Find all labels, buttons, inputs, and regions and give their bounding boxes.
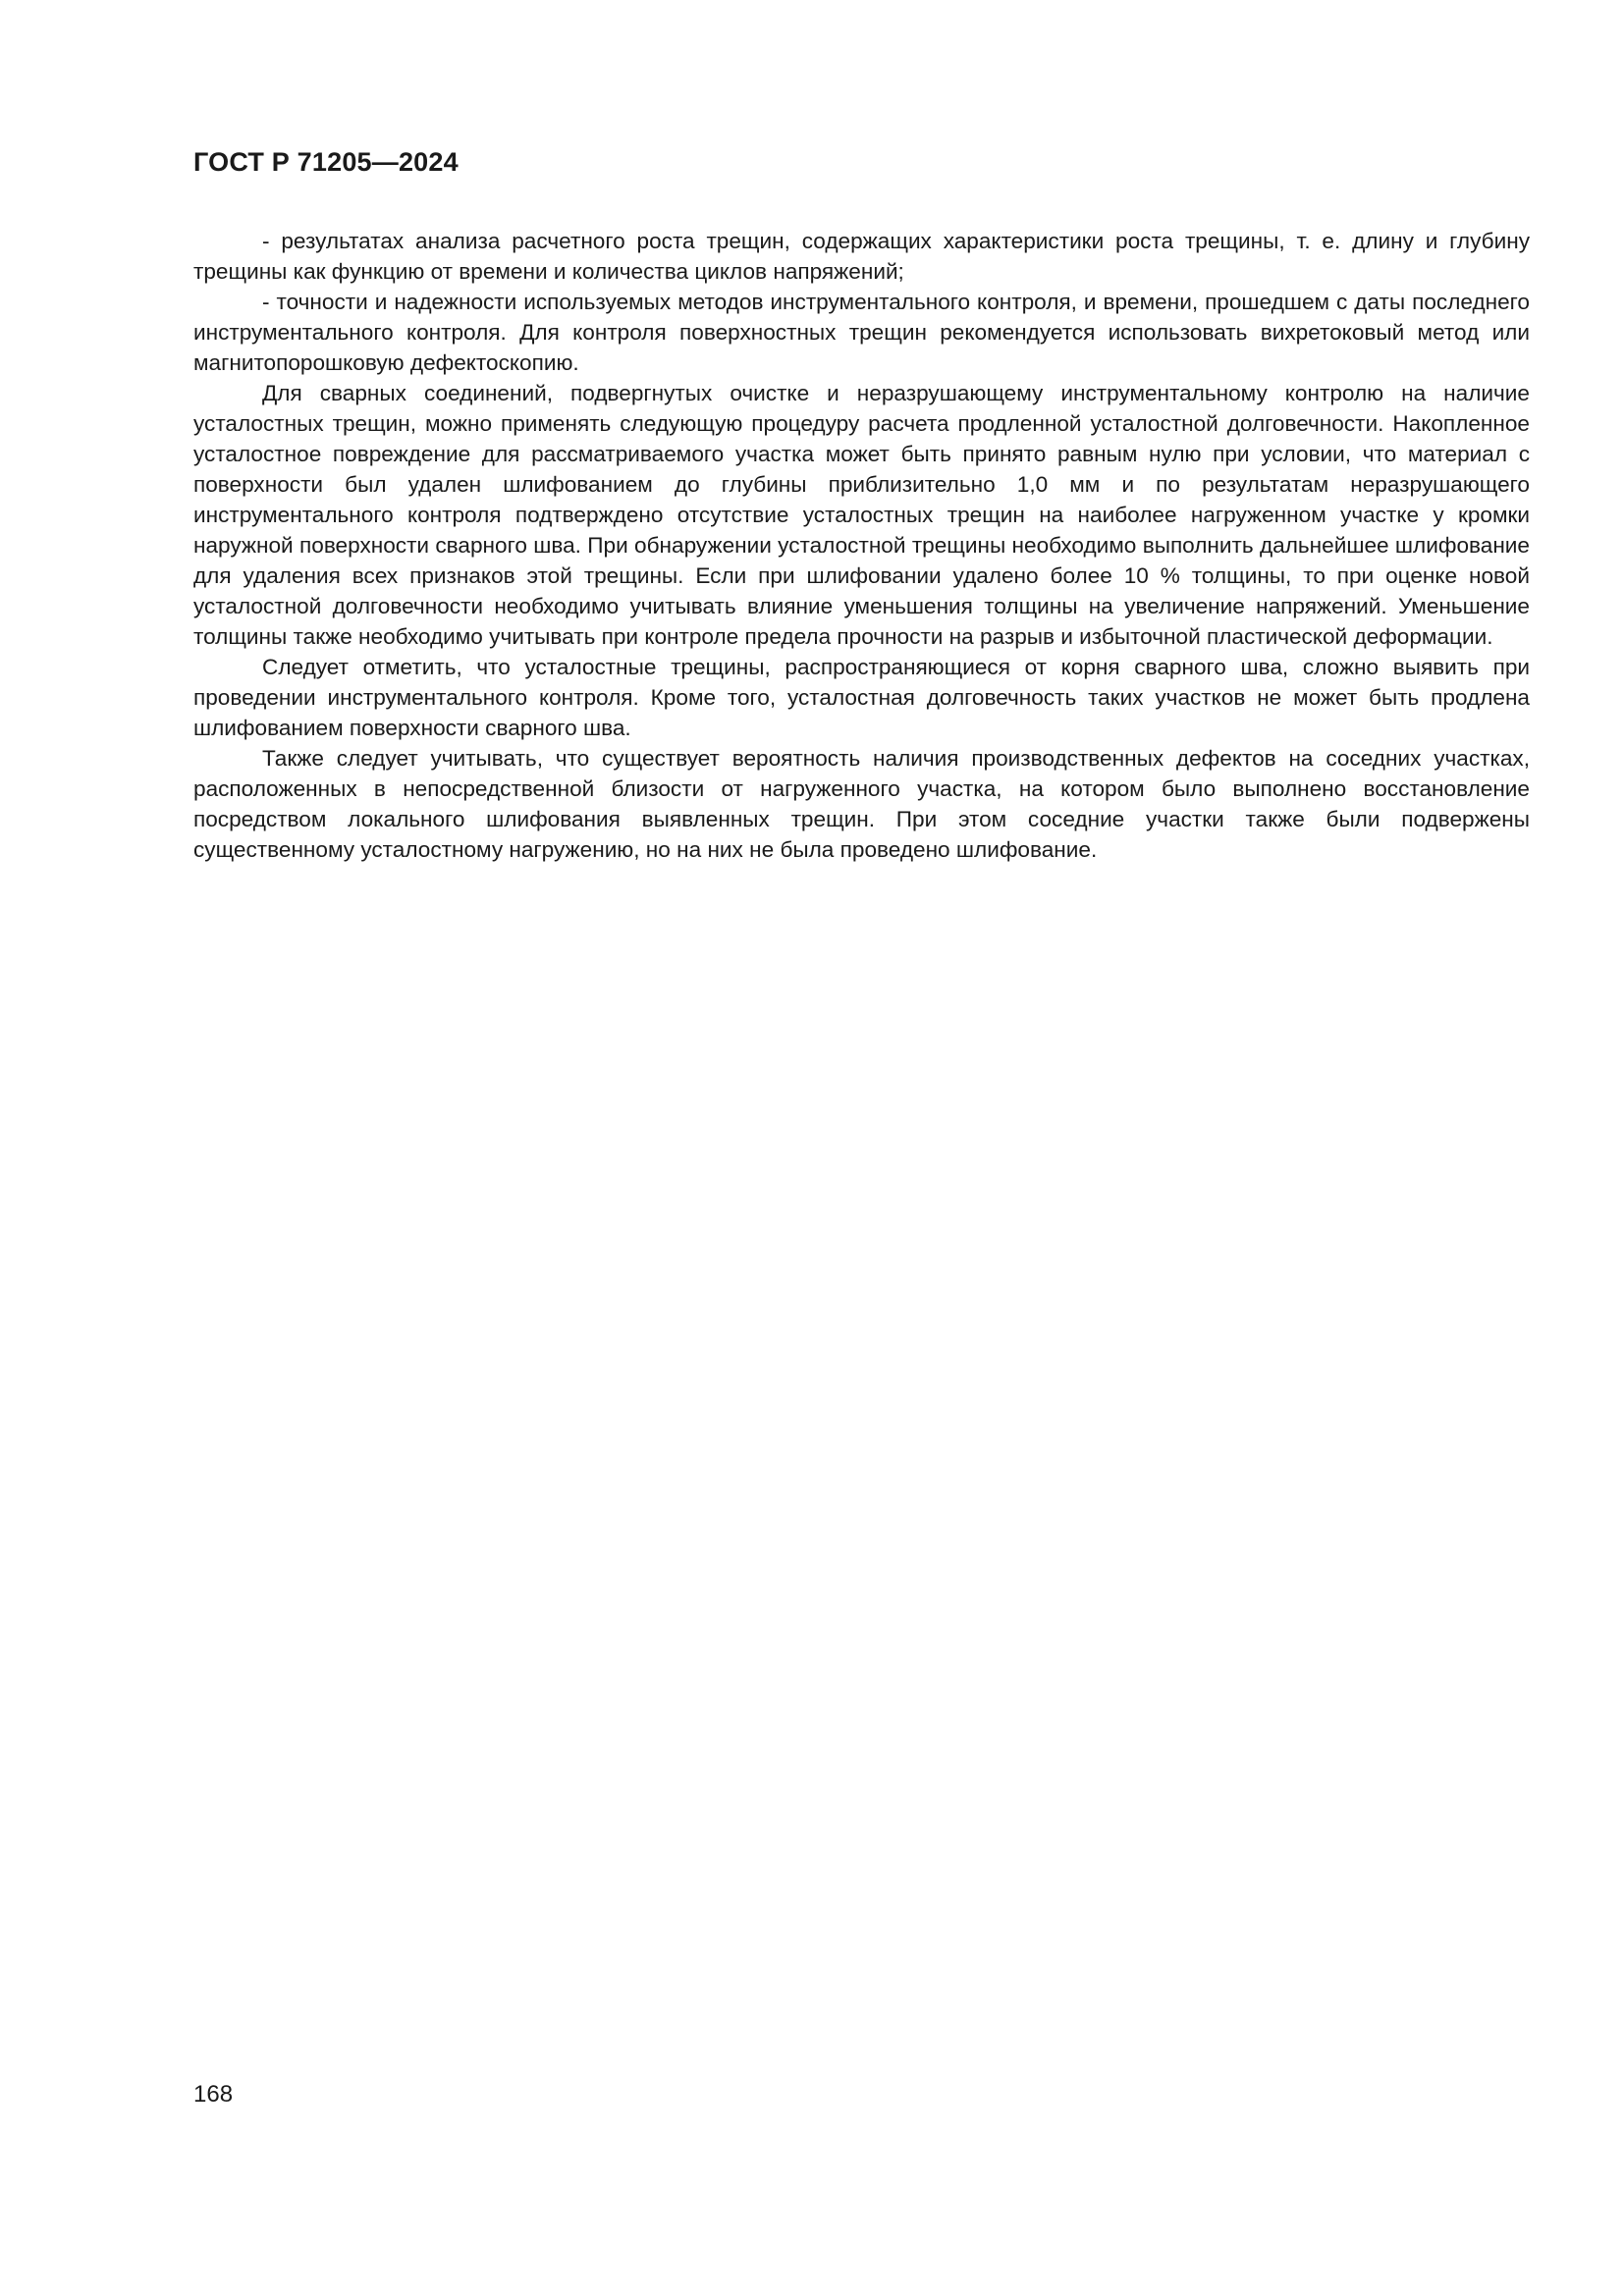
page-number: 168: [193, 2081, 234, 2108]
paragraph-root-cracks: Следует отметить, что усталостные трещины, распространяющиеся от корня сварного шва, сложно выявить при проведении инструментального контроля. Кроме того, усталостная долговечность таких участков не может быть продлена шлифованием поверхности сварного шва.: [193, 655, 1530, 740]
body-text: [193, 226, 1530, 865]
document-header: ГОСТ Р 71205—2024: [193, 147, 459, 177]
paragraph-list-item-inspection-accuracy: - точности и надежности используемых методов инструментального контроля, и времени, прошедшем с даты последнего инструментального контроля. Для контроля поверхностных трещин рекомендуется использовать вихретоковый метод или магнитопорошковую дефектоскопию.: [193, 290, 1530, 375]
paragraph-list-item-crack-growth: - результатах анализа расчетного роста трещин, содержащих характеристики роста трещины, т. е. длину и глубину трещины как функцию от времени и количества циклов напряжений;: [193, 229, 1530, 284]
paragraph-adjacent-areas: Также следует учитывать, что существует вероятность наличия производственных дефектов на соседних участках, расположенных в непосредственной близости от нагруженного участка, на котором было выполнено восстановление посредством локального шлифования выявленных трещин. При этом соседние участки также были подвержены существенному усталостному нагружению, но на них не была проведено шлифование.: [193, 746, 1530, 862]
paragraph-grinding-procedure: Для сварных соединений, подвергнутых очистке и неразрушающему инструментальному контролю на наличие усталостных трещин, можно применять следующую процедуру расчета продленной усталостной долговечности. Накопленное усталостное повреждение для рассматриваемого участка может быть принято равным нулю при условии, что материал с поверхности был удален шлифованием до глубины приблизительно 1,0 мм и по результатам неразрушающего инструментального контроля подтверждено отсутствие усталостных трещин на наиболее нагруженном участке у кромки наружной поверхности сварного шва. При обнаружении усталостной трещины необходимо выполнить дальнейшее шлифование для удаления всех признаков этой трещины. Если при шлифовании удалено более 10 % толщины, то при оценке новой усталостной долговечности необходимо учитывать влияние уменьшения толщины на увеличение напряжений. Уменьшение толщины также необходимо учитывать при контроле предела прочности на разрыв и избыточной пластической деформации.: [193, 381, 1530, 649]
